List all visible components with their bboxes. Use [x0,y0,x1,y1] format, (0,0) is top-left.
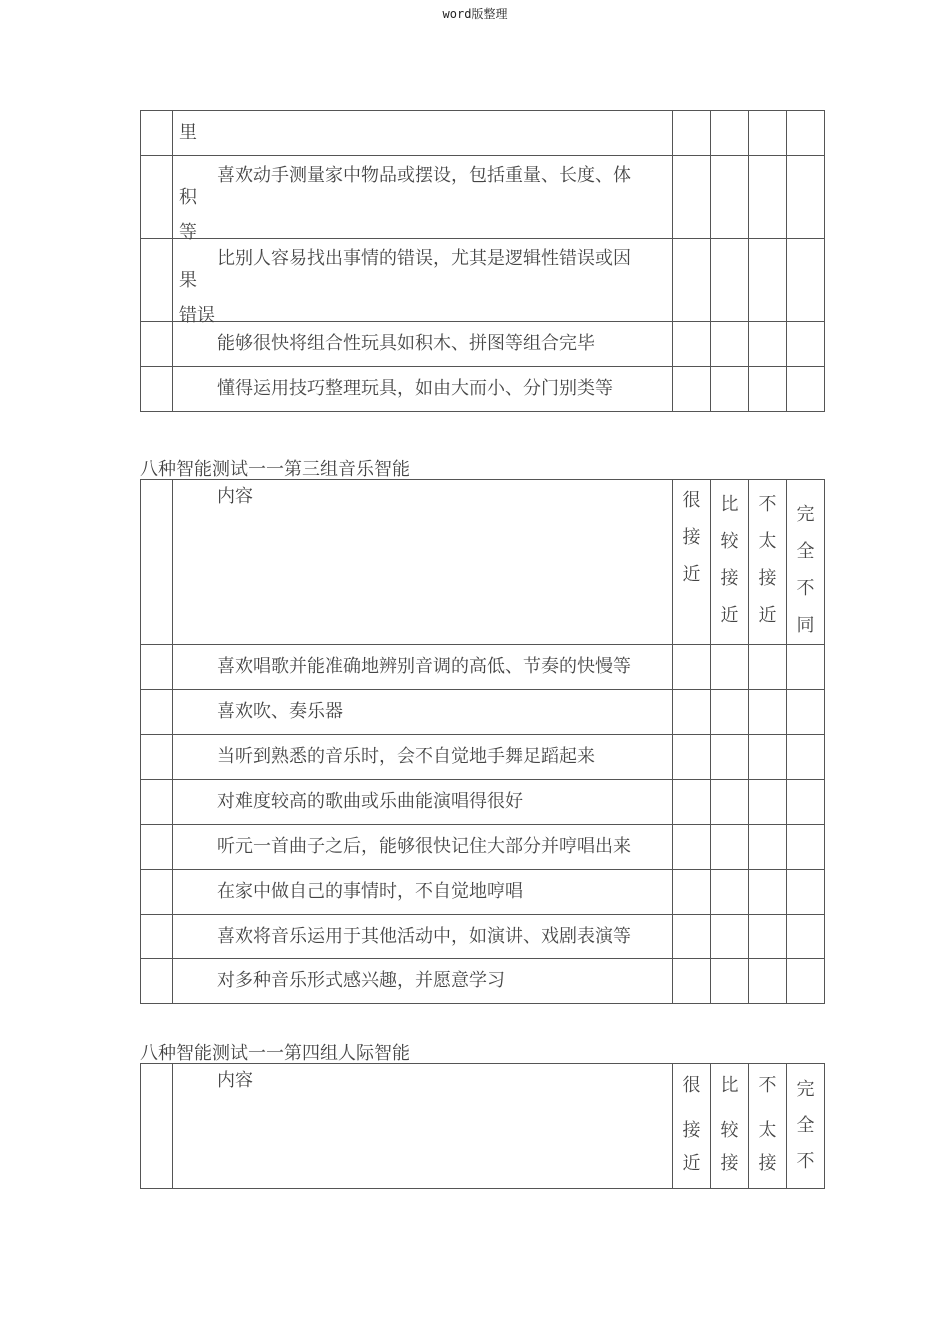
row-text: 当听到熟悉的音乐时，会不自觉地手舞足蹈起来 [217,746,595,767]
option-cell[interactable] [673,367,711,412]
option-cell[interactable] [749,367,787,412]
table-row [141,780,825,825]
row-number-cell [141,735,173,780]
option-header-char: 近 [758,605,777,626]
content-cell [173,825,673,870]
option-cell[interactable] [673,780,711,825]
option-cell[interactable] [711,870,749,915]
option-cell[interactable] [787,367,825,412]
option-cell[interactable] [787,111,825,156]
option-cell[interactable] [711,915,749,959]
row-number-cell [141,645,173,690]
row-text: 喜欢吹、奏乐器 [217,701,343,722]
table-row [141,959,825,1004]
row-number-cell [141,156,173,239]
option-header-completely-different [787,480,825,645]
option-header-char: 很 [682,1075,701,1096]
option-header-char: 接 [720,1153,739,1174]
row-text: 懂得运用技巧整理玩具，如由大而小、分门别类等 [217,378,613,399]
option-cell[interactable] [787,239,825,322]
table-logic-continued [140,110,825,412]
option-cell[interactable] [673,870,711,915]
option-cell[interactable] [673,959,711,1004]
row-number-cell [141,690,173,735]
option-cell[interactable] [749,915,787,959]
section-title-music: 八种智能测试一一第三组音乐智能 [140,459,410,480]
option-cell[interactable] [787,645,825,690]
row-number-cell [141,367,173,412]
row-number-cell [141,239,173,322]
option-header-char: 近 [682,1153,701,1174]
option-cell[interactable] [711,156,749,239]
row-text-line: 等 [179,222,197,243]
option-cell[interactable] [749,239,787,322]
table-header-row [141,480,825,645]
option-cell[interactable] [673,645,711,690]
table-row [141,367,825,412]
page-header: word版整理 [442,7,508,21]
row-text: 在家中做自己的事情时，不自觉地哼唱 [217,881,523,902]
option-cell[interactable] [711,690,749,735]
option-cell[interactable] [787,915,825,959]
row-text-line: 错误 [179,305,215,326]
table-row [141,322,825,367]
option-cell[interactable] [749,735,787,780]
option-header-char: 不 [796,578,815,599]
row-number-cell [141,480,173,645]
option-header-char: 近 [682,564,701,585]
option-header-char: 全 [796,541,815,562]
option-header-not-close [749,480,787,645]
option-cell[interactable] [711,111,749,156]
option-cell[interactable] [787,735,825,780]
option-header-char: 接 [758,568,777,589]
option-header-char: 比 [720,494,739,515]
row-text: 里 [179,122,197,143]
option-cell[interactable] [673,915,711,959]
option-cell[interactable] [711,367,749,412]
option-header-very-close [673,480,711,645]
option-cell[interactable] [787,870,825,915]
option-header-char: 不 [758,1075,777,1096]
option-header-very-close [673,1064,711,1189]
content-cell [173,645,673,690]
row-number-cell [141,780,173,825]
option-cell[interactable] [787,959,825,1004]
option-cell[interactable] [673,111,711,156]
table-row [141,111,825,156]
option-cell[interactable] [749,322,787,367]
row-number-cell [141,322,173,367]
option-header-char: 完 [796,504,815,525]
option-cell[interactable] [711,645,749,690]
option-header-char: 近 [720,605,739,626]
option-header-not-close [749,1064,787,1189]
option-header-char: 较 [720,531,739,552]
option-header-char: 太 [758,1120,777,1141]
row-text: 喜欢唱歌并能准确地辨别音调的高低、节奏的快慢等 [217,656,631,677]
row-text: 听元一首曲子之后，能够很快记住大部分并哼唱出来 [217,836,631,857]
option-header-char: 太 [758,531,777,552]
row-text-line: 喜欢动手测量家中物品或摆设，包括重量、长度、体 [217,165,631,186]
content-header: 内容 [217,486,253,507]
option-cell[interactable] [673,735,711,780]
content-cell [173,239,673,326]
option-cell[interactable] [673,156,711,239]
option-header-completely-different [787,1064,825,1189]
table-row [141,870,825,915]
option-cell[interactable] [711,735,749,780]
row-number-cell [141,959,173,1004]
option-cell[interactable] [749,111,787,156]
option-cell[interactable] [787,825,825,870]
row-text: 对多种音乐形式感兴趣，并愿意学习 [217,970,505,991]
option-cell[interactable] [673,239,711,322]
row-text: 喜欢将音乐运用于其他活动中，如演讲、戏剧表演等 [217,926,631,947]
option-cell[interactable] [749,959,787,1004]
table-row [141,156,825,239]
content-cell [173,156,673,243]
row-text-line: 果 [179,270,197,291]
row-number-cell [141,825,173,870]
option-cell[interactable] [787,780,825,825]
row-number-cell [141,111,173,156]
row-text-line: 积 [179,187,197,208]
option-cell[interactable] [787,690,825,735]
option-cell[interactable] [749,825,787,870]
option-header-char: 同 [796,615,815,636]
content-header: 内容 [217,1070,253,1091]
option-header-char: 很 [682,490,701,511]
option-cell[interactable] [711,959,749,1004]
option-header-char: 不 [758,494,777,515]
table-row [141,690,825,735]
table-row [141,915,825,959]
content-cell [173,367,673,412]
option-header-char: 不 [796,1151,815,1172]
content-cell [173,915,673,959]
option-header-char: 比 [720,1075,739,1096]
option-cell[interactable] [673,825,711,870]
row-text: 对难度较高的歌曲或乐曲能演唱得很好 [217,791,523,812]
table-header-row [141,1064,825,1189]
option-header-char: 接 [682,1120,701,1141]
option-cell[interactable] [749,645,787,690]
option-cell[interactable] [787,156,825,239]
option-cell[interactable] [711,825,749,870]
option-cell[interactable] [749,690,787,735]
content-cell [173,870,673,915]
option-header-char: 接 [682,527,701,548]
content-cell [173,690,673,735]
option-header-char: 完 [796,1079,815,1100]
row-text: 能够很快将组合性玩具如积木、拼图等组合完毕 [217,333,595,354]
row-number-cell [141,915,173,959]
table-row [141,825,825,870]
content-header-cell [173,480,673,645]
option-header-char: 全 [796,1115,815,1136]
table-row [141,239,825,322]
option-header-fairly-close [711,480,749,645]
content-cell [173,959,673,1004]
row-number-cell [141,870,173,915]
option-cell[interactable] [711,239,749,322]
option-header-char: 较 [720,1120,739,1141]
option-cell[interactable] [749,780,787,825]
content-cell [173,735,673,780]
option-cell[interactable] [749,156,787,239]
table-row [141,645,825,690]
row-number-cell [141,1064,173,1189]
option-cell[interactable] [711,780,749,825]
table-music [140,479,825,1004]
option-header-char: 接 [720,568,739,589]
content-header-cell [173,1064,673,1189]
section-title-interpersonal: 八种智能测试一一第四组人际智能 [140,1043,410,1064]
content-cell [173,780,673,825]
option-header-char: 接 [758,1153,777,1174]
content-cell [173,322,673,367]
option-cell[interactable] [749,870,787,915]
content-cell [173,111,673,156]
row-text-line: 比别人容易找出事情的错误，尤其是逻辑性错误或因 [217,248,631,269]
option-cell[interactable] [787,322,825,367]
option-cell[interactable] [673,690,711,735]
table-interpersonal [140,1063,825,1189]
table-row [141,735,825,780]
option-cell[interactable] [711,322,749,367]
option-header-fairly-close [711,1064,749,1189]
option-cell[interactable] [673,322,711,367]
